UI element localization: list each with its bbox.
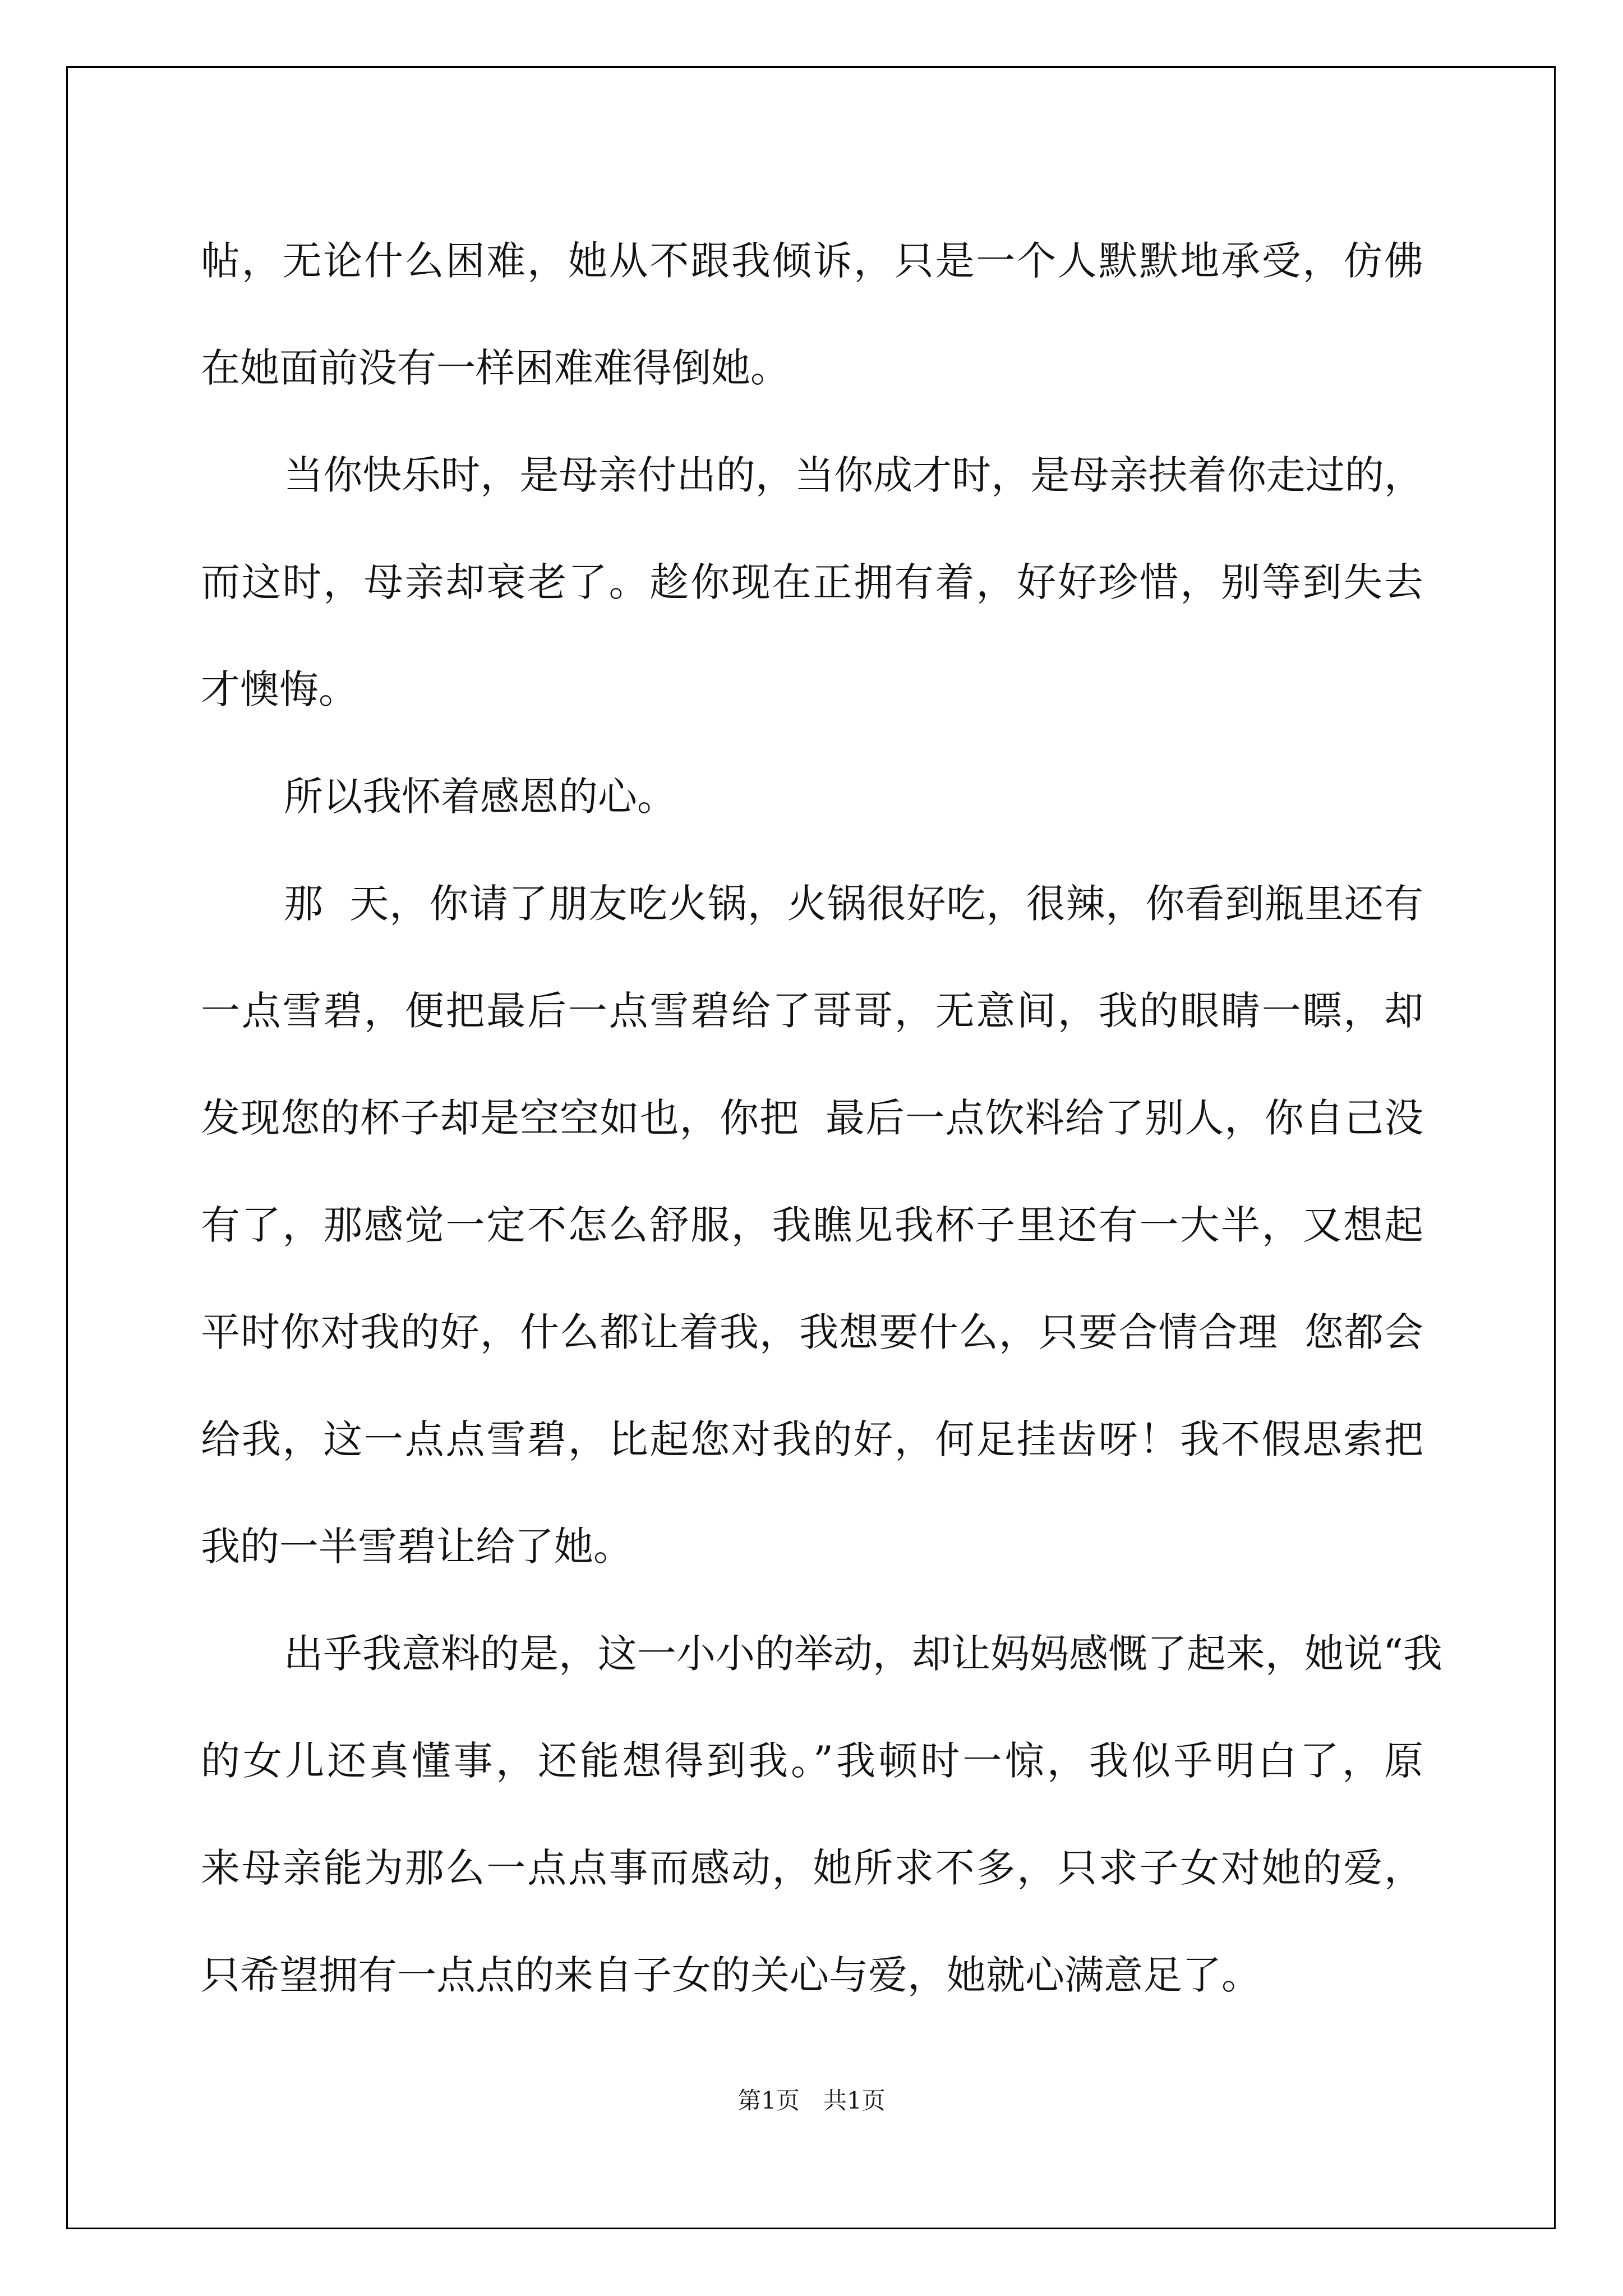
- text-line: 的女儿还真懂事，还能想得到我。”我顿时一惊，我似乎明白了，原: [201, 1738, 1423, 1784]
- text-line: 出乎我意料的是，这一小小的举动，却让妈妈感慨了起来，她说“我: [284, 1631, 1442, 1677]
- paragraph-2: [201, 422, 1423, 743]
- text-line: 我的一半雪碧让给了她。: [201, 1524, 633, 1570]
- text-line: 来母亲能为那么一点点事而感动，她所求不多，只求子女对她的爱，: [201, 1845, 1423, 1891]
- text-line: 那 天，你请了朋友吃火锅，火锅很好吃，很辣，你看到瓶里还有: [284, 881, 1423, 927]
- text-line: 当你快乐时，是母亲付出的，当你成才时，是母亲扶着你走过的，: [284, 452, 1423, 498]
- paragraph-1: [201, 208, 1423, 422]
- text-line: 发现您的杯子却是空空如也，你把 最后一点饮料给了别人，你自己没: [201, 1095, 1423, 1141]
- text-line: 有了，那感觉一定不怎么舒服，我瞧见我杯子里还有一大半，又想起: [201, 1202, 1423, 1248]
- paragraph-5: [201, 1600, 1442, 2029]
- text-line: 一点雪碧，便把最后一点雪碧给了哥哥，无意间，我的眼睛一瞟，却: [201, 988, 1423, 1034]
- text-line: 平时你对我的好，什么都让着我，我想要什么，只要合情合理 您都会: [201, 1309, 1423, 1355]
- paragraph-4: [201, 850, 1423, 1600]
- text-line: 在她面前没有一样困难难得倒她。: [201, 345, 790, 391]
- page-footer: 第1页 共1页: [737, 2087, 886, 2114]
- text-line: 帖，无论什么困难，她从不跟我倾诉，只是一个人默默地承受，仿佛: [201, 238, 1423, 284]
- text-line: 才懊悔。: [201, 666, 358, 712]
- text-line: 而这时，母亲却衰老了。趁你现在正拥有着，好好珍惜，别等到失去: [201, 559, 1423, 605]
- document-body: [201, 208, 1442, 2029]
- text-line: 给我，这一点点雪碧，比起您对我的好，何足挂齿呀！我不假思索把: [201, 1416, 1423, 1462]
- text-line: 所以我怀着感恩的心。: [284, 774, 676, 820]
- text-line: 只希望拥有一点点的来自子女的关心与爱，她就心满意足了。: [201, 1952, 1261, 1998]
- paragraph-3: [201, 743, 1423, 850]
